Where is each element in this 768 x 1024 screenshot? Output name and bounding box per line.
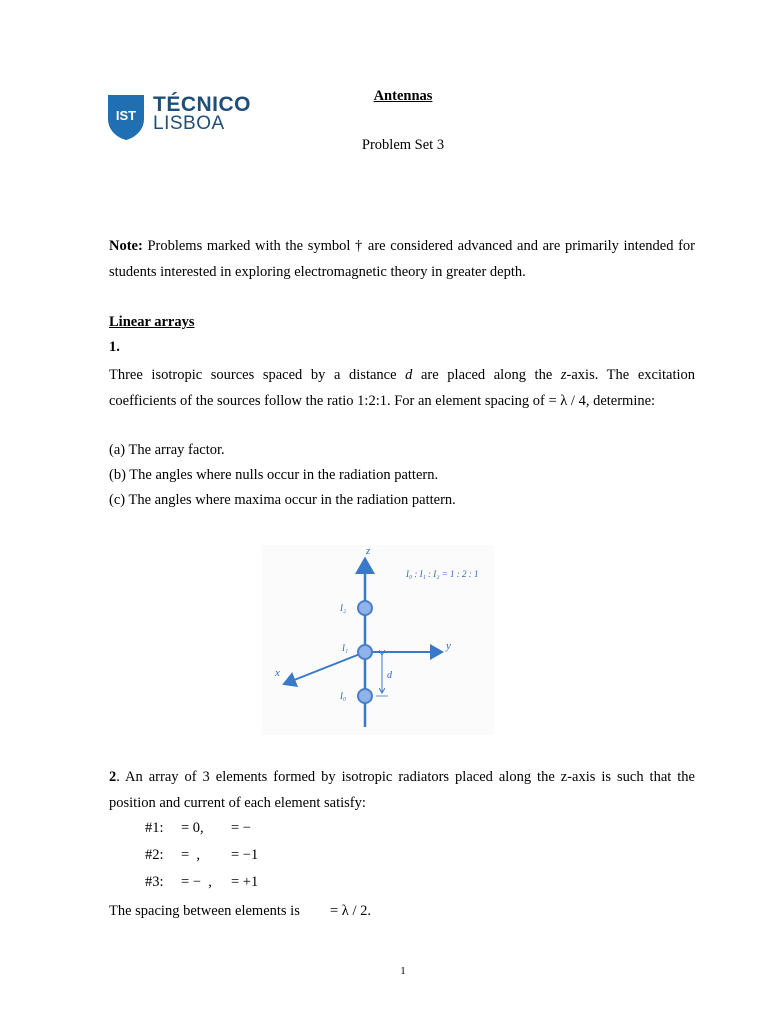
label-d: d: [387, 670, 392, 681]
condition-label: #3:: [145, 874, 164, 890]
problem1-number: 1.: [109, 339, 120, 355]
problem2-text: [109, 764, 695, 816]
spacing-line: [109, 903, 695, 920]
axis-z-label: z: [366, 545, 371, 557]
label-I1: I₁: [342, 643, 349, 653]
note-paragraph: [109, 233, 695, 285]
problem1-text-b: are placed along the: [412, 367, 561, 383]
label-I2: I₂: [340, 603, 347, 613]
ratio-label: I₀ : I₁ : I₂ = 1 : 2 : 1: [406, 569, 479, 579]
problem1-text: [109, 362, 695, 414]
element-I2: [358, 601, 372, 615]
axis-x-label: x: [275, 667, 280, 679]
section-title: Linear arrays: [109, 314, 195, 330]
axis-y-label: y: [446, 640, 451, 652]
element-I1: [358, 645, 372, 659]
note-label: Note:: [109, 238, 143, 254]
var-z: z: [560, 367, 567, 383]
page-number: 1: [400, 965, 406, 977]
condition-label: #1:: [145, 820, 164, 836]
problem1-item-a: (a) The array factor.: [109, 442, 225, 458]
document-title: Antennas: [373, 88, 433, 104]
shield-text: IST: [115, 108, 137, 123]
problem2-body: . An array of 3 elements formed by isotropic radiators placed along the z-axis is such that the position and current of each element satisfy:: [109, 769, 695, 811]
condition-position: = − ,: [181, 874, 212, 890]
problem1-item-c: (c) The angles where maxima occur in the radiation pattern.: [109, 492, 456, 508]
label-I0: I₀: [340, 691, 347, 701]
condition-position: = 0,: [181, 820, 204, 836]
spacing-text: The spacing between elements is: [109, 903, 300, 919]
condition-row-3: [145, 874, 259, 891]
condition-position: = ,: [181, 847, 201, 863]
condition-row-1: [145, 820, 251, 837]
problem1-item-b: (b) The angles where nulls occur in the radiation pattern.: [109, 467, 439, 483]
note-text: Problems marked with the symbol † are considered advanced and are primarily intended for students interested in exploring electromagnetic theory in greater depth.: [109, 238, 695, 280]
condition-row-2: [145, 847, 259, 864]
condition-current: = −: [231, 820, 251, 836]
problem1-text-a: Three isotropic sources spaced by a distance: [109, 367, 406, 383]
logo-line2: LISBOA: [153, 113, 225, 134]
array-figure: [262, 545, 494, 735]
condition-current: = +1: [231, 874, 259, 890]
problem1-text-c: -axis. The excitation coefficients of the sources follow the ratio 1:2:1. For an element spacing of: [109, 367, 695, 409]
problem2-number: 2: [109, 769, 117, 785]
condition-current: = −1: [231, 847, 259, 863]
element-I0: [358, 689, 372, 703]
spacing-expression: = λ / 4,: [548, 393, 590, 409]
spacing-expression: = λ / 2.: [330, 903, 371, 919]
condition-label: #2:: [145, 847, 164, 863]
logo-line1: TÉCNICO: [153, 93, 251, 116]
var-d: d: [405, 367, 413, 383]
document-subtitle: Problem Set 3: [361, 137, 445, 153]
problem1-text-d: determine:: [589, 393, 656, 409]
